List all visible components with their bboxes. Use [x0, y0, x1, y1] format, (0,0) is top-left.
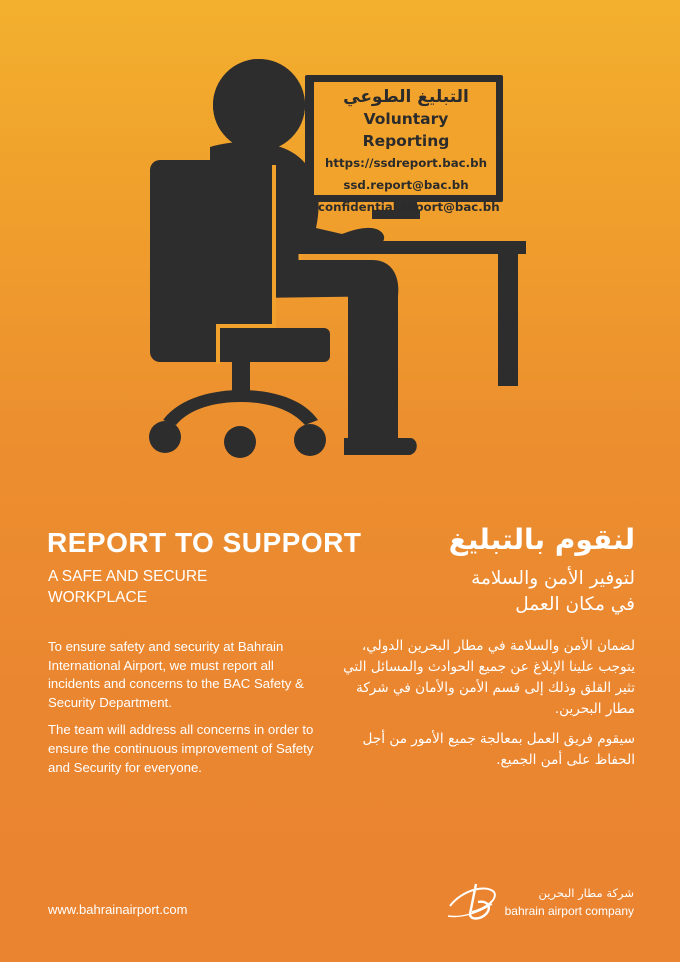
arabic-subtitle-line1: لتوفير الأمن والسلامة — [471, 568, 635, 589]
report-url[interactable]: https://ssdreport.bac.bh — [325, 156, 487, 170]
arabic-body — [335, 636, 635, 780]
person-at-computer-icon — [0, 0, 680, 480]
report-email[interactable]: ssd.report@bac.bh — [343, 178, 469, 192]
arabic-paragraph: لضمان الأمن والسلامة في مطار البحرين الدولي، يتوجب علينا الإبلاغ عن جميع الحوادث والمسائل التي تثير القلق وذلك إلى قسم الأمن والأمان في شركة مطار البحرين. — [343, 638, 635, 717]
logo-arabic-text: شركة مطار البحرين — [538, 886, 634, 900]
screen-text-block — [318, 86, 500, 218]
english-paragraph: To ensure safety and security at Bahrain International Airport, we must report all incidents and concerns to the BAC Safety & Security Department. — [48, 639, 304, 710]
chair-wheel — [224, 426, 256, 458]
english-subtitle-line1: A SAFE AND SECURE — [48, 568, 208, 585]
person-leg — [348, 283, 398, 451]
chair-wheel — [149, 421, 181, 453]
screen-title-english: Voluntary Reporting — [362, 110, 450, 150]
arabic-subtitle-line2: في مكان العمل — [515, 594, 635, 615]
english-subtitle — [48, 566, 288, 608]
logo-english-text: bahrain airport company — [504, 904, 634, 918]
english-body — [48, 638, 320, 786]
arabic-title: لنقوم بالتبليغ — [448, 523, 635, 556]
english-subtitle-line2: WORKPLACE — [48, 589, 148, 606]
chair-wheel — [294, 424, 326, 456]
desk-leg — [498, 254, 518, 386]
english-paragraph: The team will address all concerns in order to ensure the continuous improvement of Safety and Security for everyone. — [48, 722, 314, 775]
chair-seat — [220, 328, 330, 362]
confidential-email[interactable]: confidential.report@bac.bh — [318, 200, 500, 214]
screen-title-arabic: التبليغ الطوعي — [343, 87, 469, 107]
website-link[interactable]: www.bahrainairport.com — [48, 902, 188, 917]
english-title: REPORT TO SUPPORT — [47, 527, 362, 558]
arabic-subtitle — [375, 566, 635, 618]
bahrain-airport-logo-icon — [446, 880, 498, 924]
arabic-paragraph: سيقوم فريق العمل بمعالجة جميع الأمور من أجل الحفاظ على أمن الجميع. — [362, 731, 635, 768]
